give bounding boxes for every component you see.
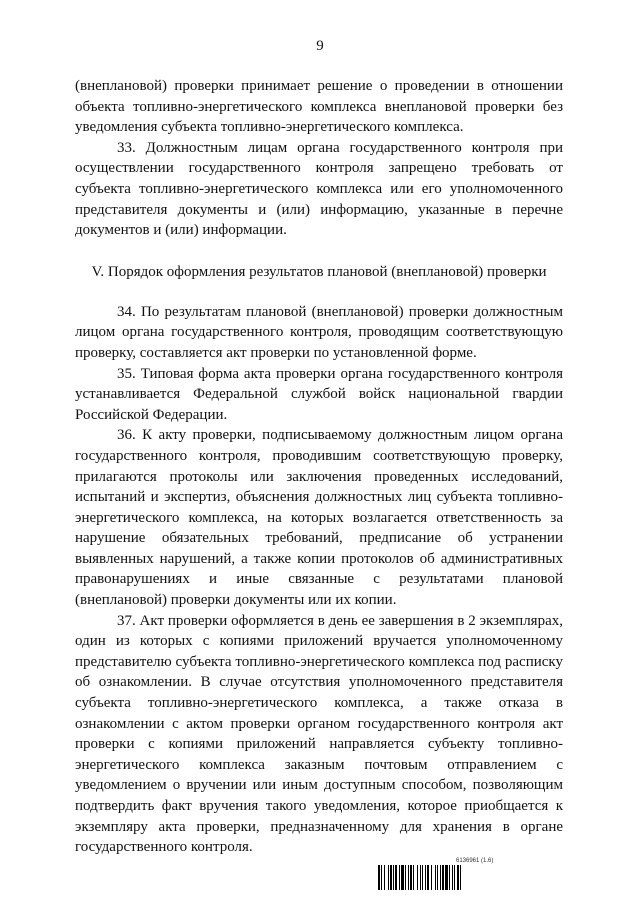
barcode-bar: [457, 865, 459, 890]
barcode-bar: [445, 865, 448, 890]
barcode-bar: [405, 865, 406, 890]
barcode-bar: [393, 865, 394, 890]
barcode-bar: [410, 865, 412, 890]
barcode-bar: [452, 865, 453, 890]
barcode: [378, 858, 570, 890]
section-heading: V. Порядок оформления результатов плановой (внеплановой) проверки: [91, 263, 547, 280]
barcode-bar: [437, 865, 438, 890]
barcode-bar: [422, 865, 423, 890]
barcode-bars: [378, 865, 570, 890]
barcode-bar: [378, 865, 380, 890]
barcode-bar: [460, 865, 461, 890]
barcode-bar: [395, 865, 397, 890]
barcode-bar: [413, 865, 414, 890]
barcode-bar: [417, 865, 418, 890]
page-number: 9: [316, 38, 324, 54]
barcode-bar: [384, 865, 385, 890]
paragraph-36: 36. К акту проверки, подписываемому должностным лицом органа государственного контроля, проводившим соответствующую проверку, прилагаются протоколы или заключения проведенных исследований, испытаний и экспертиз, объяснения должностных лиц субъекта топливно-энергетического комплекса, на которых возлагается ответственность за нарушение обязательных требований, предписание об устранении выявленных нарушений, а также копии протоколов об административных правонарушениях и иные связанные с результатами плановой (внеплановой) проверки документы или их копии.: [75, 427, 563, 609]
barcode-bar: [408, 865, 409, 890]
paragraph-continuation: (внеплановой) проверки принимает решение о проведении в отношении объекта топливно-энергетического комплекса внеплановой проверки без уведомления субъекта топливно-энергетического комплекса.: [75, 78, 563, 136]
barcode-bar: [440, 865, 441, 890]
barcode-bar: [401, 865, 404, 890]
barcode-bar: [381, 865, 382, 890]
document-body: [75, 76, 563, 858]
barcode-bar: [442, 865, 444, 890]
barcode-bar: [420, 865, 421, 890]
barcode-bar: [427, 865, 429, 890]
barcode-bar: [425, 865, 426, 890]
barcode-id: 6136961 (1.6): [456, 858, 494, 864]
paragraph-34: 34. По результатам плановой (внеплановой) проверки должностным лицом органа государственного контроля, проводящим соответствующую проверку, составляется акт проверки по установленной форме.: [75, 303, 563, 361]
barcode-bar: [454, 865, 455, 890]
paragraph-35: 35. Типовая форма акта проверки органа государственного контроля устанавливается Федеральной службой войск национальной гвардии Российской Федерации.: [75, 365, 563, 423]
paragraph-33: 33. Должностным лицам органа государственного контроля при осуществлении государственного контроля запрещено требовать от субъекта топливно-энергетического комплекса или его уполномоченного представителя документы и (или) информацию, указанные в перечне документов и (или) информации.: [75, 139, 563, 239]
paragraph-37: 37. Акт проверки оформляется в день ее завершения в 2 экземплярах, один из которых с копиями приложений вручается уполномоченному представителю субъекта топливно-энергетического комплекса под расписку об ознакомлении. В случае отсутствия уполномоченного представителя субъекта топливно-энергетического комплекса, а также отказа в ознакомлении с актом проверки органом государственного контроля акт проверки с копиями приложений направляется субъекту топливно-энергетического комплекса заказным почтовым отправлением с уведомлением о вручении или иным доступным способом, позволяющим подтвердить факт вручения такого уведомления, которое приобщается к экземпляру акта проверки, предназначенному для хранения в органе государственного контроля.: [75, 612, 563, 856]
barcode-bar: [431, 865, 432, 890]
barcode-bar: [390, 865, 392, 890]
barcode-bar: [435, 865, 436, 890]
barcode-bar: [399, 865, 400, 890]
barcode-bar: [388, 865, 389, 890]
barcode-bar: [449, 865, 450, 890]
